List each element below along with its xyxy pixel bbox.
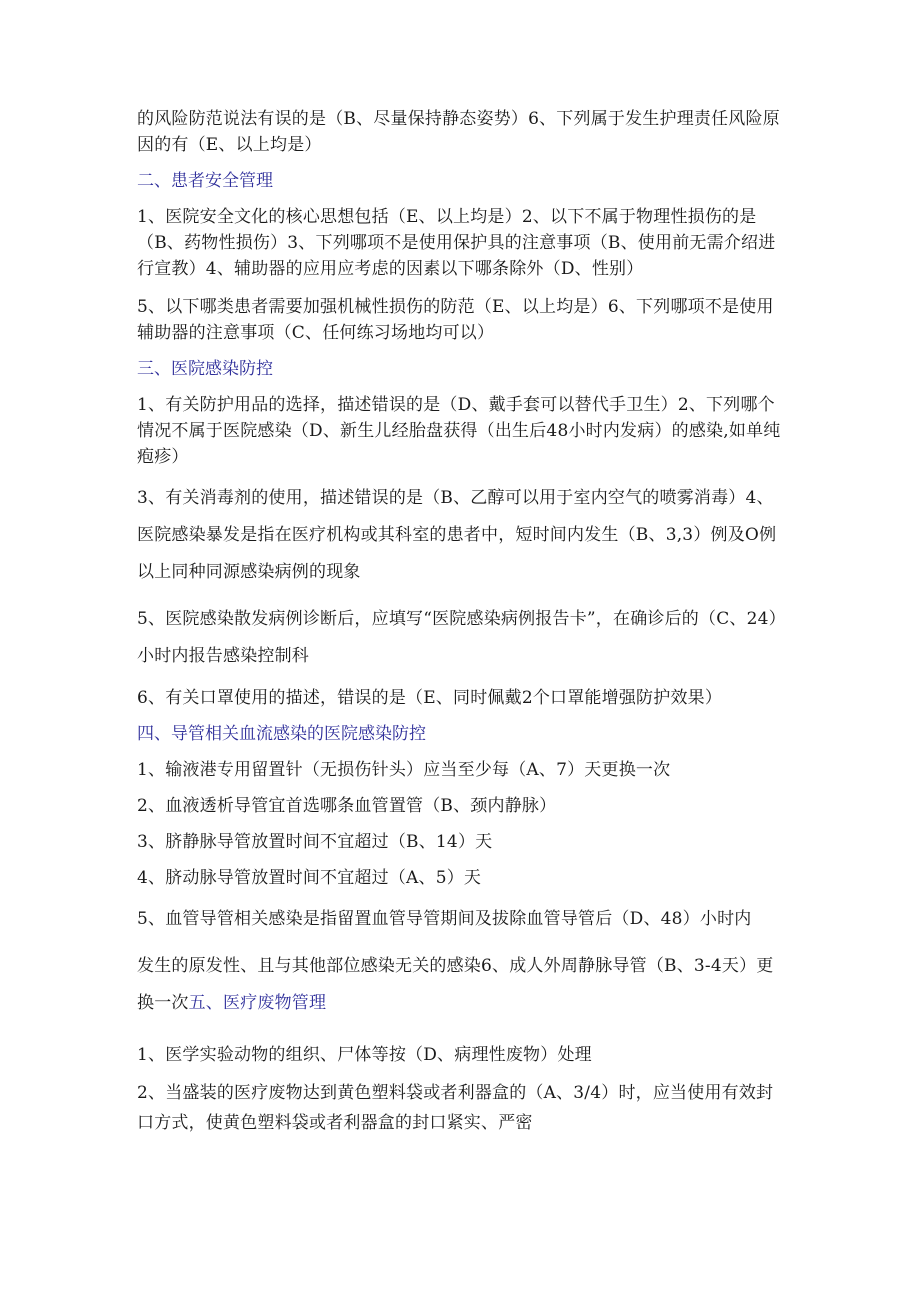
paragraph-3-1: 1、有关防护用品的选择，描述错误的是（D、戴手套可以替代手卫生）2、下列哪个情况不属于医院感染（D、新生儿经胎盘获得（出生后48小时内发病）的感染,如单纯疱疹） xyxy=(137,395,781,467)
paragraph-3-4: 6、有关口罩使用的描述，错误的是（E、同时佩戴2个口罩能增强防护效果） xyxy=(137,688,723,708)
paragraph-5-2: 2、当盛装的医疗废物达到黄色塑料袋或者利器盒的（A、3/4）时，应当使用有效封口方式，使黄色塑料袋或者利器盒的封口紧实、严密 xyxy=(137,1083,774,1133)
document-page xyxy=(137,106,787,1138)
section-heading-3: 三、医院感染防控 xyxy=(137,359,273,379)
section-heading-4: 四、导管相关血流感染的医院感染防控 xyxy=(137,724,426,744)
paragraph-4-4: 4、脐动脉导管放置时间不宜超过（A、5）天 xyxy=(137,868,482,888)
paragraph-4-5: 5、血管导管相关感染是指留置血管导管期间及拔除血管导管后（D、48）小时内 xyxy=(137,909,752,929)
paragraph-4-1: 1、输液港专用留置针（无损伤针头）应当至少每（A、7）天更换一次 xyxy=(137,760,671,780)
paragraph-3-3: 5、医院感染散发病例诊断后，应填写“医院感染病例报告卡”，在确诊后的（C、24）小时内报告感染控制科 xyxy=(137,609,786,666)
paragraph-4-6-text: 发生的原发性、且与其他部位感染无关的感染6、成人外周静脉导管（B、3-4天）更换一次 xyxy=(137,956,774,1013)
paragraph-4-6 xyxy=(137,948,787,1022)
paragraph-4-2: 2、血液透析导管宜首选哪条血管置管（B、颈内静脉） xyxy=(137,796,557,816)
paragraph-4-3: 3、脐静脉导管放置时间不宜超过（B、14）天 xyxy=(137,832,493,852)
paragraph-3-2: 3、有关消毒剂的使用，描述错误的是（B、乙醇可以用于室内空气的喷雾消毒）4、医院感染暴发是指在医疗机构或其科室的患者中，短时间内发生（B、3,3）例及O例以上同种同源感染病例的现象 xyxy=(137,488,777,582)
paragraph-5-1: 1、医学实验动物的组织、尸体等按（D、病理性废物）处理 xyxy=(137,1045,592,1065)
section-heading-2: 二、患者安全管理 xyxy=(137,171,273,191)
paragraph-intro: 的风险防范说法有误的是（B、尽量保持静态姿势）6、下列属于发生护理责任风险原因的有（E、以上均是） xyxy=(137,109,780,155)
paragraph-2-1: 1、医院安全文化的核心思想包括（E、以上均是）2、以下不属于物理性损伤的是（B、药物性损伤）3、下列哪项不是使用保护具的注意事项（B、使用前无需介绍进行宣教）4、辅助器的应用应考虑的因素以下哪条除外（D、性别） xyxy=(137,207,776,279)
paragraph-2-2: 5、以下哪类患者需要加强机械性损伤的防范（E、以上均是）6、下列哪项不是使用辅助器的注意事项（C、任何练习场地均可以） xyxy=(137,297,774,343)
section-heading-5: 五、医疗废物管理 xyxy=(188,993,327,1013)
